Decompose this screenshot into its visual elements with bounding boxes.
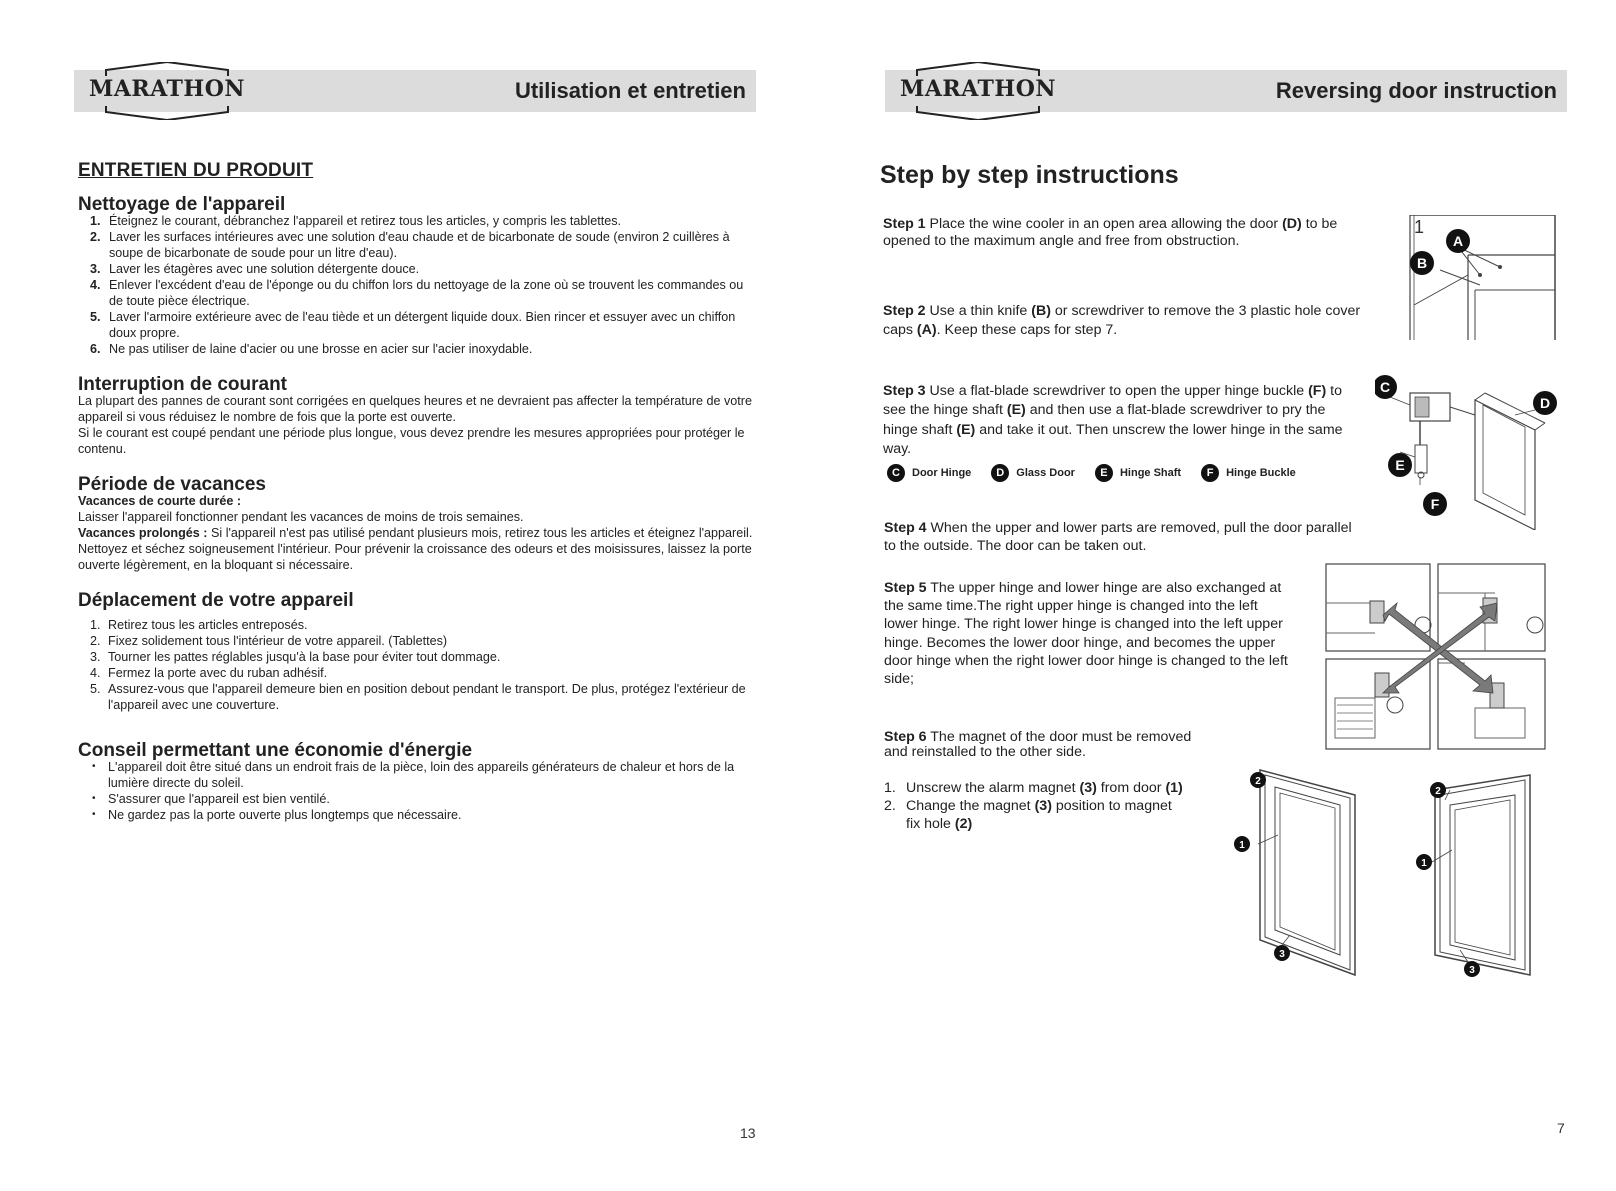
moving-section <box>78 590 758 713</box>
cleaning-list <box>78 213 758 357</box>
step-3: Step 3 Use a flat-blade screwdriver to open the upper hinge buckle (F) to see the hinge shaft (E) and then use a flat-blade screwdriver to pry the hinge shaft (E) and take it out. Then unscrew the lower hinge in the same way. <box>883 383 1343 457</box>
page-number: 13 <box>740 1125 756 1141</box>
list-item: • Ne gardez pas la porte ouverte plus longtemps que nécessaire. <box>78 807 758 823</box>
cleaning-title: Nettoyage de l'appareil <box>78 194 286 215</box>
label-a: A <box>1452 233 1464 249</box>
step-1: Step 1 Place the wine cooler in an open area allowing the door (D) to be opened to the maximum angle and free from obstruction. <box>883 216 1338 249</box>
label-e: E <box>1395 457 1405 473</box>
step-6: Step 6 The magnet of the door must be removed and reinstalled to the other side. <box>884 729 1192 760</box>
step3-figure <box>1375 375 1560 530</box>
label-b: B <box>1416 255 1428 271</box>
label-2: 2 <box>1255 776 1261 787</box>
list-item: 2. Change the magnet (3) position to magnet fix hole (2) <box>884 798 1172 832</box>
legend-item: C Door Hinge <box>887 464 971 482</box>
legend-item: F Hinge Buckle <box>1201 464 1296 482</box>
long-vacation-text: Vacances prolongés : Si l'appareil n'est pas utilisé pendant plusieurs mois, retirez tous les articles et éteignez l'appareil. Nettoyez et séchez soigneusement l'intérieur. Pour prévenir la croissance des odeurs et des moisissures, laissez la porte ouverte légèrement, en la bloquant si nécessaire. <box>78 526 753 572</box>
list-item: 1. Éteignez le courant, débranchez l'appareil et retirez tous les articles, y compris les tablettes. <box>90 214 622 228</box>
step6-figure <box>1220 765 1565 980</box>
step-4: Step 4 When the upper and lower parts are removed, pull the door parallel to the outside. The door can be taken out. <box>884 520 1352 554</box>
logo-text: MARATHON <box>88 76 245 102</box>
list-item: 4. Fermez la porte avec du ruban adhésif. <box>90 666 328 680</box>
label-f: F <box>1430 496 1440 512</box>
energy-list <box>78 759 758 823</box>
right-header-bar <box>885 70 1567 112</box>
label-3: 3 <box>1279 949 1285 960</box>
step-6-sublist <box>884 779 1184 833</box>
step5-figure <box>1325 563 1547 751</box>
left-header-bar <box>74 70 756 112</box>
paragraph: La plupart des pannes de courant sont corrigées en quelques heures et ne devraient pas affecter la température de votre appareil si vous réduisez le nombre de fois que la porte est ouverte. <box>78 394 752 424</box>
short-vacation-text: Laisser l'appareil fonctionner pendant les vacances de moins de trois semaines. <box>78 510 524 524</box>
energy-title: Conseil permettant une économie d'énergie <box>78 740 473 761</box>
logo-text: MARATHON <box>899 76 1056 102</box>
label-d: D <box>1539 395 1551 411</box>
list-item: • L'appareil doit être situé dans un endroit frais de la pièce, loin des appareils générateurs de chaleur et hors de la lumière directe du soleil. <box>78 759 758 791</box>
moving-title: Déplacement de votre appareil <box>78 590 354 611</box>
list-item: 1. Unscrew the alarm magnet (3) from door (1) <box>884 780 1183 796</box>
power-section <box>78 374 758 457</box>
label-c: C <box>1379 379 1391 395</box>
list-item: 4. Enlever l'excédent d'eau de l'éponge ou du chiffon lors du nettoyage de la zone où se trouvent les commandes ou de toute pièce électrique. <box>90 278 744 308</box>
marathon-logo <box>88 62 246 120</box>
list-item: 6. Ne pas utiliser de laine d'acier ou une brosse en acier sur l'acier inoxydable. <box>90 342 533 356</box>
left-page-content <box>78 160 758 843</box>
right-page-content <box>880 161 1580 189</box>
step-5: Step 5 The upper hinge and lower hinge are also exchanged at the same time.The right upper hinge is changed into the left lower hinge. The right lower hinge is changed into the left upper hinge. Becomes the lower door hinge, and becomes the upper door hinge when the right lower door hinge is changed to the left side; <box>884 580 1288 688</box>
paragraph: Si le courant est coupé pendant une période plus longue, vous devez prendre les mesures appropriées pour protéger le contenu. <box>78 426 745 456</box>
list-item: 5. Laver l'armoire extérieure avec de l'eau tiède et un détergent liquide doux. Bien rincer et essuyer avec un chiffon doux propre. <box>90 310 736 340</box>
vacation-section <box>78 474 758 573</box>
step1-figure <box>1400 215 1560 340</box>
section-title: ENTRETIEN DU PRODUIT <box>78 160 314 181</box>
power-title: Interruption de courant <box>78 374 287 395</box>
label-1: 1 <box>1239 840 1245 851</box>
page-number: 7 <box>1557 1120 1565 1136</box>
list-item: 3. Laver les étagères avec une solution détergente douce. <box>90 262 420 276</box>
figure-step-number: 1 <box>1414 217 1425 237</box>
label-2: 2 <box>1435 786 1441 797</box>
list-item: 2. Laver les surfaces intérieures avec une solution d'eau chaude et de bicarbonate de soude (environ 2 cuillères à soupe de bicarbonate de soude pour un litre d'eau). <box>90 230 730 260</box>
list-item: 2. Fixez solidement tous l'intérieur de votre appareil. (Tablettes) <box>90 634 448 648</box>
label-1: 1 <box>1421 858 1427 869</box>
list-item: 5. Assurez-vous que l'appareil demeure bien en position debout pendant le transport. De plus, protégez l'extérieur de l'appareil avec une couverture. <box>90 682 746 712</box>
list-item: 3. Tourner les pattes réglables jusqu'à la base pour éviter tout dommage. <box>90 650 501 664</box>
short-vacation-label: Vacances de courte durée : <box>78 494 242 508</box>
energy-section <box>78 740 758 823</box>
legend-item: D Glass Door <box>991 464 1075 482</box>
list-item: • S'assurer que l'appareil est bien ventilé. <box>78 791 758 807</box>
moving-list <box>78 617 758 713</box>
header-title: Reversing door instruction <box>1275 78 1557 103</box>
cleaning-section <box>78 194 758 357</box>
label-3: 3 <box>1469 965 1475 976</box>
marathon-logo <box>899 62 1057 120</box>
vacation-title: Période de vacances <box>78 474 266 495</box>
step-2: Step 2 Use a thin knife (B) or screwdriver to remove the 3 plastic hole cover caps (A). Keep these caps for step 7. <box>883 303 1361 338</box>
list-item: 1. Retirez tous les articles entreposés. <box>90 618 308 632</box>
header-title: Utilisation et entretien <box>514 78 746 103</box>
parts-legend <box>887 464 1316 482</box>
instructions-title: Step by step instructions <box>880 161 1179 189</box>
legend-item: E Hinge Shaft <box>1095 464 1181 482</box>
